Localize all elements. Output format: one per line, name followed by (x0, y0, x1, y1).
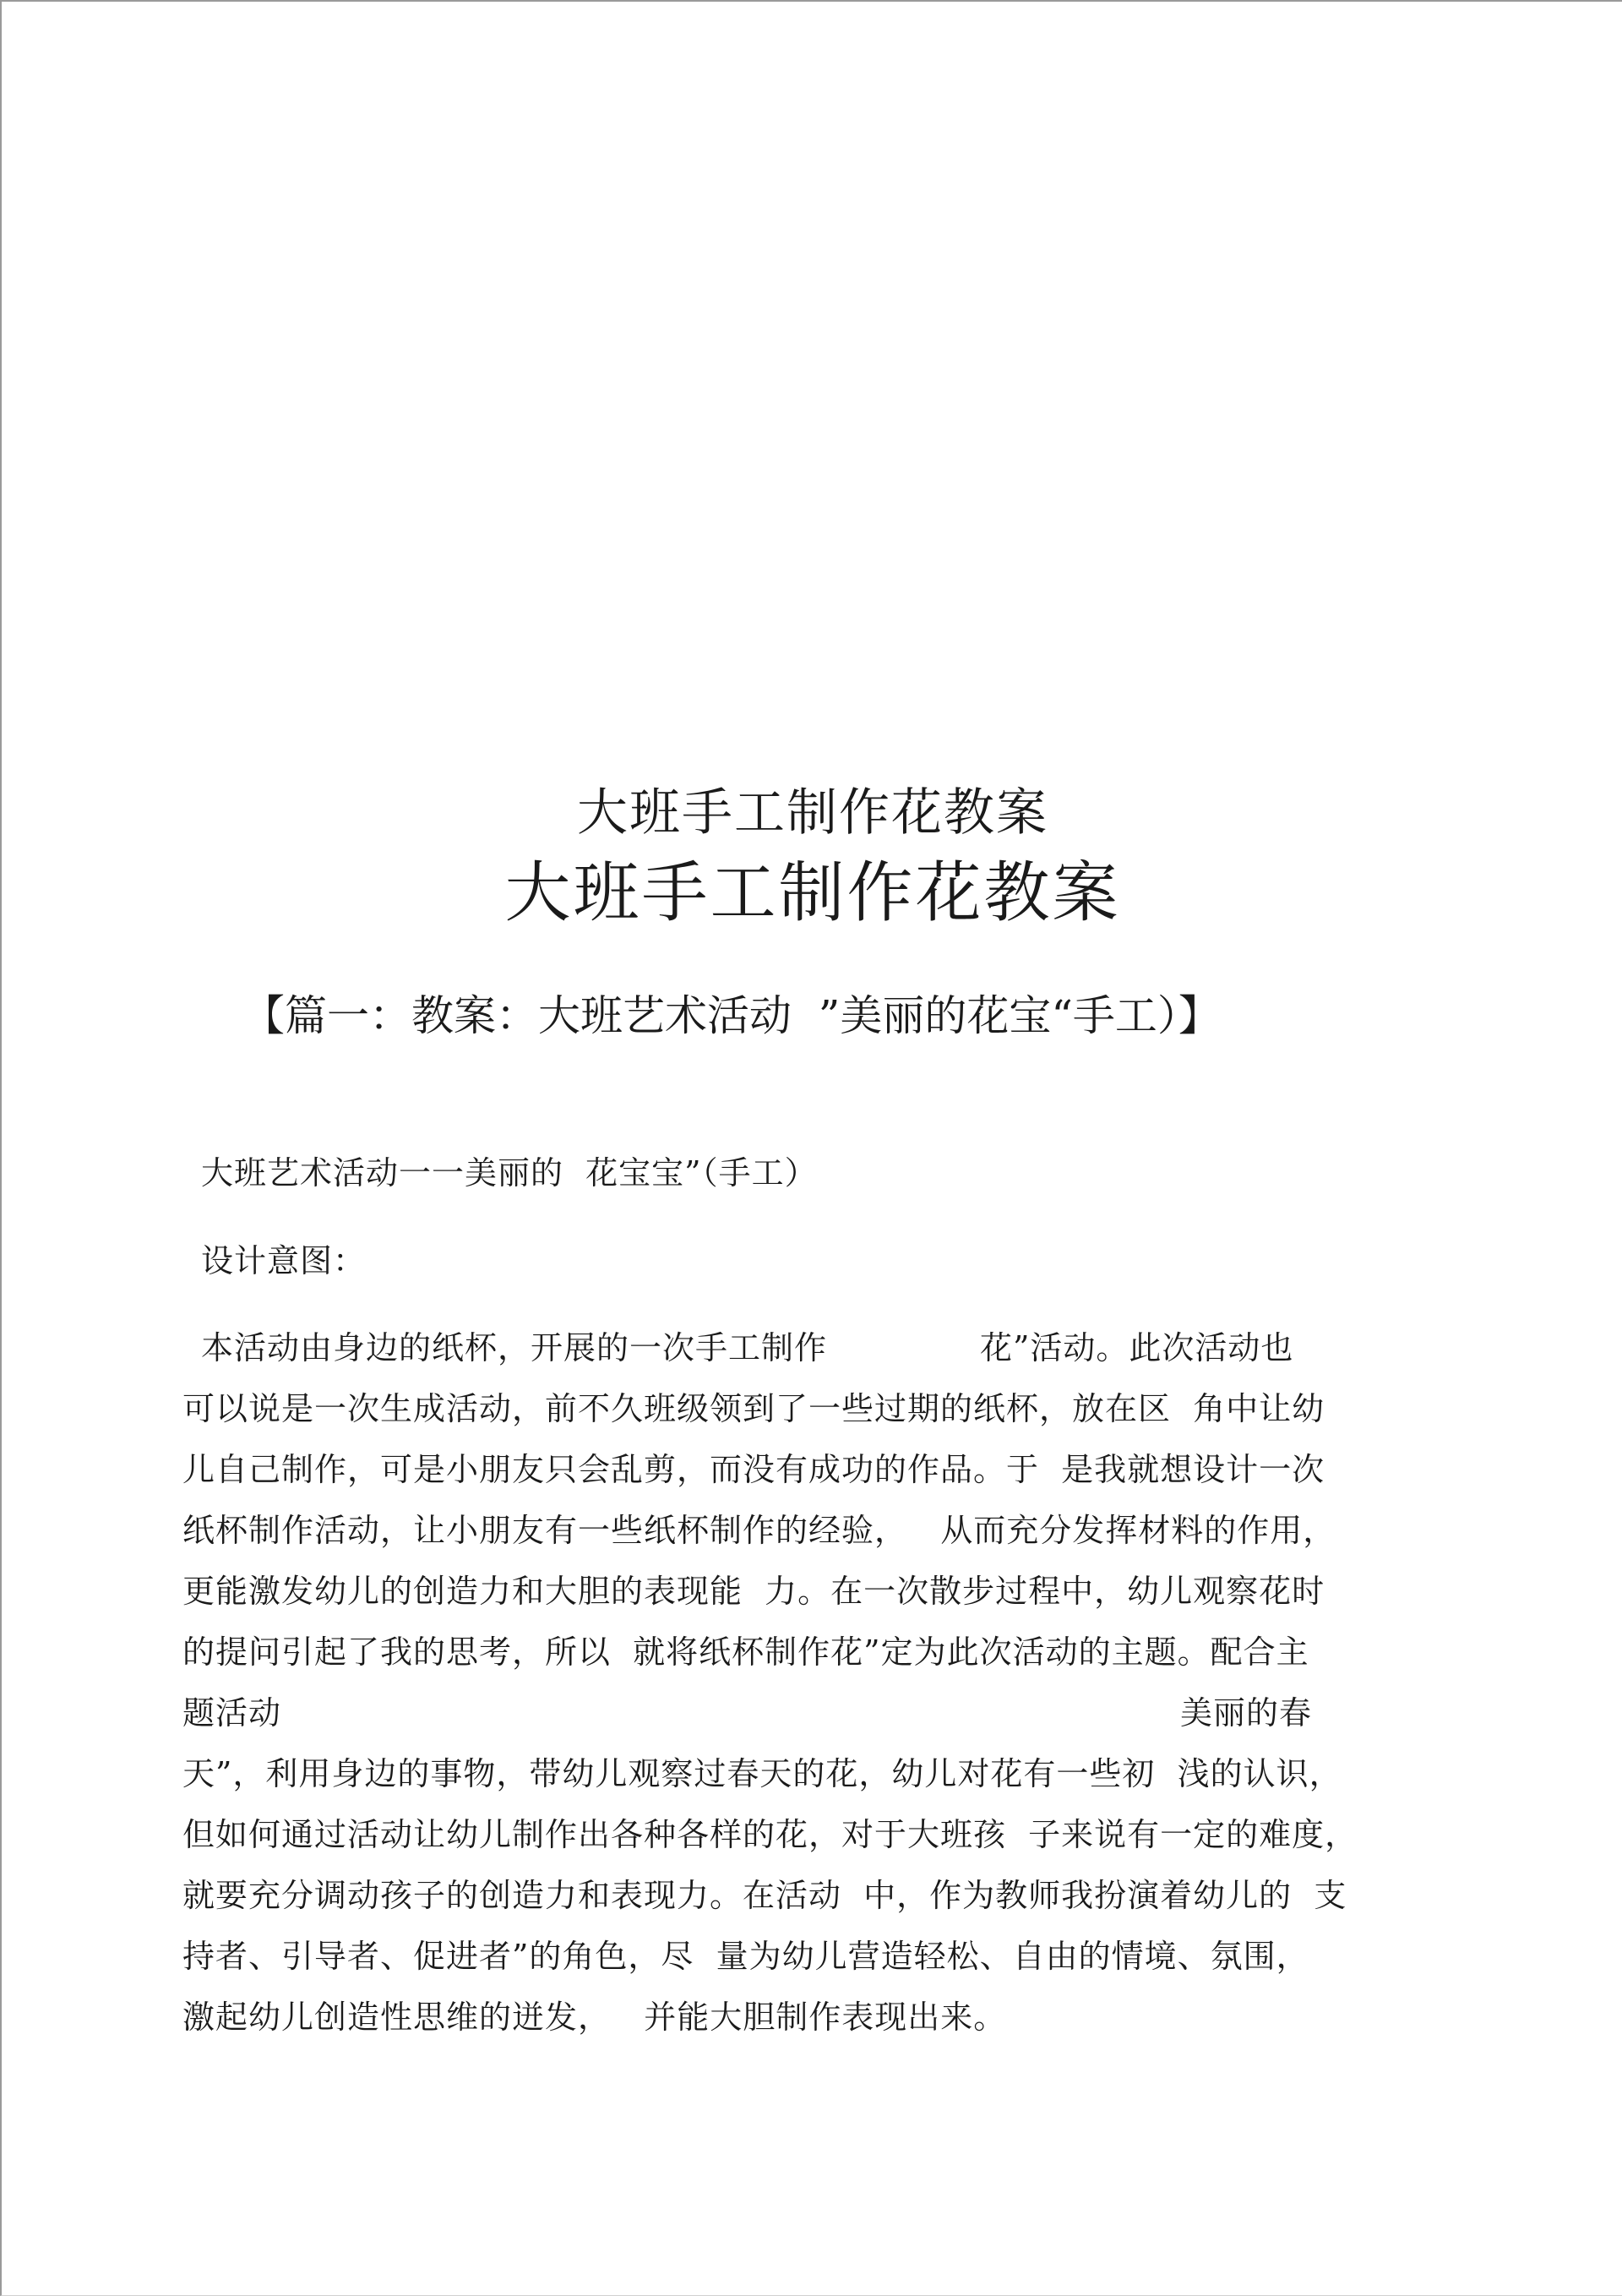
body-line-11: 持者、引导者、促进者”的角色，尽 量为幼儿营造轻松、自由的情境、氛围， (182, 1938, 1309, 1975)
activity-name: 大班艺术活动一一美丽的 花宝宝”（手工） (201, 1154, 818, 1192)
body-line-1a: 本活动由身边的纸杯，开展的一次手工制作 (201, 1329, 828, 1366)
section-heading: 【篇一：教案：大班艺术活动 ”美丽的花宝“手工）】 (242, 991, 1221, 1040)
body-line-1b: 花”活动。此次活动也 (980, 1329, 1294, 1366)
body-line-8: 天”，利用身边的事物，带幼儿观察过春天的花，幼儿对花有一些初 浅的认识， (182, 1755, 1342, 1792)
design-intent-label: 设计意图： (201, 1242, 367, 1279)
document-title-large: 大班手工制作花教案 (504, 855, 1121, 931)
body-line-7b: 美丽的春 (1180, 1694, 1313, 1732)
body-line-10: 就要充分调动孩子的创造力和表现力。在活动 中，作为教师我扮演着幼儿的 支 (182, 1877, 1347, 1914)
body-line-4: 纸杯制作活动，让小朋友有一些纸杯制作的经验， 从而充分发挥材料的作用， (182, 1512, 1336, 1549)
body-line-12: 激起幼儿创造性思维的迸发， 并能大胆制作表现出来。 (182, 1999, 1007, 2036)
body-line-2: 可以说是一次生成活动，前不久班级领到了一些过期的纸杯，放在区 角中让幼 (182, 1390, 1325, 1427)
body-line-6: 的提问引起了我的思考，所以 就将纸杯制作花”定为此次活动的主题。配合主 (182, 1633, 1309, 1671)
document-title-small: 大班手工制作花教案 (577, 783, 1048, 843)
body-line-5: 更能激发幼儿的创造力和大胆的表现能 力。在一次散步过程中，幼儿观察花时 (182, 1573, 1325, 1610)
body-line-3: 儿自己制作，可是小朋友只会乱剪，而没有成功的作品。于 是我就想设计一次 (182, 1451, 1325, 1488)
body-line-9: 但如何通过活动让幼儿制作出各种各样的花，对于大班孩 子来说有一定的难度， (182, 1816, 1358, 1853)
body-line-7a: 题活动 (182, 1694, 282, 1732)
